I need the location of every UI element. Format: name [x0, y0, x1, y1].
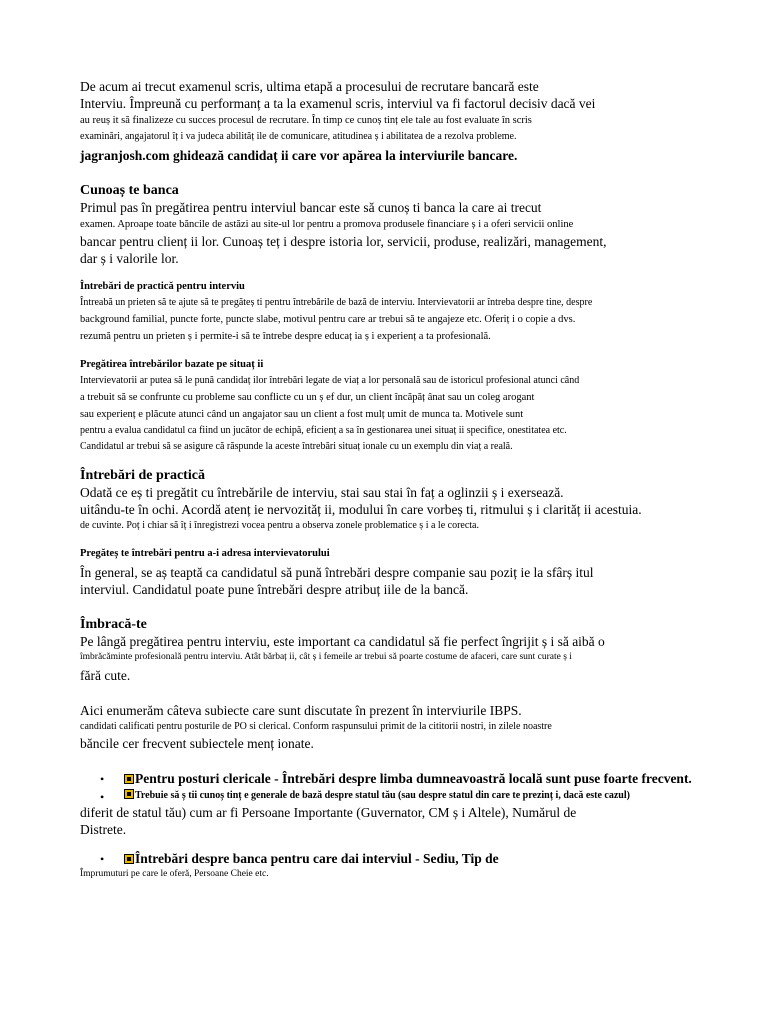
list-item [80, 770, 720, 787]
list-item-text: Întrebări despre banca pentru care dai interviul - Sediu, Tip de [135, 851, 499, 866]
paragraph-line: fără cute. [80, 668, 131, 683]
bullet-arrow-icon [124, 854, 134, 864]
document-body [80, 78, 720, 882]
bullet-arrow-icon [124, 789, 134, 799]
list-item [80, 788, 720, 804]
list-item-continuation: Distrete. [80, 822, 127, 837]
paragraph-line: Odată ce eș ti pregătit cu întrebările de interviu, stai sau stai în faț a oglinzii ș i exersează. [80, 485, 564, 500]
bullet-arrow-icon [124, 774, 134, 784]
list-item-text: Pentru posturi clericale - Întrebări despre limba dumneavoastră locală sunt puse foarte frecvent. [135, 771, 692, 786]
section-heading-imbraca-te: Îmbracă-te [80, 617, 147, 632]
list-item-continuation: Împrumuturi pe care le oferă, Persoane Cheie etc. [80, 869, 269, 879]
paragraph-line: Primul pas în pregătirea pentru interviul bancar este să cunoș ti banca la care ai trecut [80, 200, 542, 215]
intro-bold-line: jagranjosh.com ghidează candidaț ii care vor apărea la interviurile bancare. [80, 148, 518, 163]
paragraph-line: Întreabă un prieten să te ajute să te pregăteș ti pentru întrebările de bază de interviu. Intervievatorii ar întreba despre tine, despre [80, 297, 593, 308]
paragraph-line: pentru a evalua candidatul ca fiind un jucător de echipă, eficienț a sa în gestionarea unei situaț ii specifice, onestitatea etc. [80, 425, 567, 436]
paragraph-line: În general, se aș teaptă ca candidatul să pună întrebări despre companie sau poziț ie la sfârș itul [80, 565, 594, 580]
paragraph-line: Candidatul ar trebui să se asigure că răspunde la aceste întrebări situaț ionale cu un exemplu din viaț a reală. [80, 441, 513, 452]
list-item-continuation: diferit de statul tău) cum ar fi Persoane Importante (Guvernator, CM ș i Altele), Numărul de [80, 805, 577, 820]
intro-line: De acum ai trecut examenul scris, ultima etapă a procesului de recrutare bancară este [80, 79, 539, 94]
paragraph-line: uitându-te în ochi. Acordă atenț ie nervozităț ii, modului în care vorbeș ti, ritmului ș i clarităț ii acestuia. [80, 502, 642, 517]
list-item [80, 850, 720, 867]
paragraph-line: băncile cer frecvent subiectele menț ionate. [80, 736, 314, 751]
intro-line: examinări, angajatorul îț i va judeca abilităț ile de comunicare, atitudinea ș i abilitatea de a rezolva probleme. [80, 131, 517, 142]
paragraph-line: candidati calificati pentru posturile de PO si clerical. Conform raspunsului primit de la cititorii nostri, in zilele noastre [80, 721, 552, 732]
list-item-text: Trebuie să ș tii cunoș tinț e generale de bază despre statul tău (sau despre statul din care te prezinț i, dacă este cazul) [135, 790, 630, 801]
section-heading-intervievator: Pregăteș te întrebări pentru a-i adresa intervievatorului [80, 548, 330, 559]
section-heading-cunoaste-banca: Cunoaș te banca [80, 183, 179, 198]
bullet-dot: • [100, 772, 105, 786]
paragraph-line: sau experienț e plăcute atunci când un angajator sau un client a fost mulț umit de munca ta. Motivele sunt [80, 409, 524, 420]
paragraph-line: background familial, puncte forte, puncte slabe, motivul pentru care ar trebui să te angajeze etc. Oferiț i o copie a dvs. [80, 314, 576, 325]
bullet-dot: • [100, 790, 105, 804]
intro-line: Interviu. Împreună cu performanț a ta la examenul scris, interviul va fi factorul decisiv dacă vei [80, 96, 596, 111]
paragraph-line: rezumă pentru un prieten ș i permite-i să te întrebe despre educaț ia ș i experienț a ta profesională. [80, 331, 491, 342]
intro-line: au reuș it să finalizeze cu succes procesul de recrutare. În timp ce cunoș tinț ele tale au fost evaluate în scris [80, 115, 532, 126]
section-heading-situatii: Pregătirea întrebărilor bazate pe situaț ii [80, 359, 264, 370]
topic-list [80, 850, 720, 867]
paragraph-line: Pe lângă pregătirea pentru interviu, este important ca candidatul să fie perfect îngrijit ș i să aibă o [80, 634, 605, 649]
paragraph-line: bancar pentru clienț ii lor. Cunoaș teț i despre istoria lor, servicii, produse, realizări, management, [80, 234, 607, 249]
section-heading-practica-interviu: Întrebări de practică pentru interviu [80, 281, 245, 292]
paragraph-line: îmbrăcăminte profesională pentru interviu. Atât bărbaț ii, cât ș i femeile ar trebui să poarte costume de afaceri, care sunt curate ș i [80, 652, 572, 662]
section-heading-intrebari-practica: Întrebări de practică [80, 468, 205, 483]
bullet-dot: • [100, 852, 105, 866]
paragraph-line: dar ș i valorile lor. [80, 251, 179, 266]
paragraph-line: examen. Aproape toate băncile de astăzi au site-ul lor pentru a promova produsele financiare ș i a oferi servicii online [80, 219, 574, 230]
paragraph-line: de cuvinte. Poț i chiar să îț i înregistrezi vocea pentru a observa zonele problematice ș i a le corecta. [80, 520, 479, 531]
topic-list [80, 770, 720, 804]
paragraph-line: Intervievatorii ar putea să le pună candidaț ilor întrebări legate de viaț a lor personală sau de istoricul profesional atunci când [80, 375, 580, 386]
paragraph-line: a trebuit să se confrunte cu probleme sau conflicte cu un ș ef dur, un client încăpăț ânat sau un coleg arogant [80, 392, 535, 403]
paragraph-line: Aici enumerăm câteva subiecte care sunt discutate în prezent în interviurile IBPS. [80, 703, 522, 718]
paragraph-line: interviul. Candidatul poate pune întrebări despre atribuț iile de la bancă. [80, 582, 469, 597]
